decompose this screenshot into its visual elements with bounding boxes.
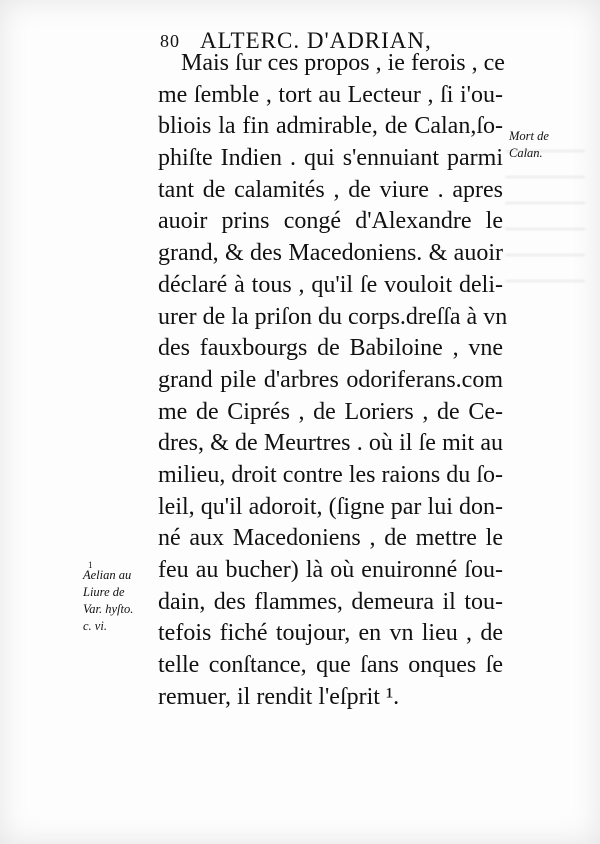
text-line: dres, & de Meurtres . où il ſe mit au xyxy=(158,430,503,457)
text-line: dain, des flammes, demeura il tou- xyxy=(158,588,503,615)
text-line: tefois fiché toujour, en vn lieu , de xyxy=(158,620,503,647)
text-line: des fauxbourgs de Babiloine , vne xyxy=(158,335,503,362)
margin-note-line: c. vi. xyxy=(83,619,107,633)
margin-note-line: Liure de xyxy=(83,585,125,599)
running-title: ALTERC. D'ADRIAN, xyxy=(200,28,432,53)
text-line: grand pile d'arbres odoriferans.com xyxy=(158,366,503,393)
text-line: auoir prins congé d'Alexandre le xyxy=(158,208,503,235)
text-line: leil, qu'il adoroit, (ſigne par lui don- xyxy=(158,493,503,520)
margin-note-left xyxy=(83,560,158,635)
text-line: tant de calamités , de viure . apres xyxy=(158,176,503,203)
text-line: me ſemble , tort au Lecteur , ſi i'ou- xyxy=(158,81,503,108)
page-number: 80 xyxy=(160,31,180,51)
bleed-through-text xyxy=(505,150,585,290)
margin-note-line: Calan. xyxy=(509,146,543,160)
text-line: urer de la priſon du corps.dreſſa à vn xyxy=(158,303,508,330)
text-line: feu au bucher) là où enuironné ſou- xyxy=(158,557,503,583)
text-line: né aux Macedoniens , de mettre le xyxy=(158,525,503,552)
text-line: bliois la fin admirable, de Calan,ſo- xyxy=(158,113,503,140)
margin-note-right xyxy=(509,128,589,162)
text-line: remuer, il rendit l'eſprit ¹. xyxy=(158,683,400,710)
text-line: phiſte Indien . qui s'ennuiant parmi xyxy=(158,145,503,172)
text-line: déclaré à tous , qu'il ſe vouloit deli- xyxy=(158,271,503,298)
text-line: telle conſtance, que ſans onques ſe xyxy=(158,652,503,679)
footnote-marker: 1 xyxy=(88,560,93,570)
text-line: milieu, droit contre les raions du ſo- xyxy=(158,461,503,488)
text-line: grand, & des Macedoniens. & auoir xyxy=(158,240,503,267)
body-text xyxy=(158,48,508,713)
margin-note-line: Var. hyſto. xyxy=(83,602,134,616)
text-line: me de Ciprés , de Loriers , de Ce- xyxy=(158,398,503,425)
text-line: Mais ſur ces propos , ie ferois , ce xyxy=(181,50,505,76)
margin-note-line: Mort de xyxy=(509,129,549,143)
margin-note-line: Aelian au xyxy=(83,568,132,582)
